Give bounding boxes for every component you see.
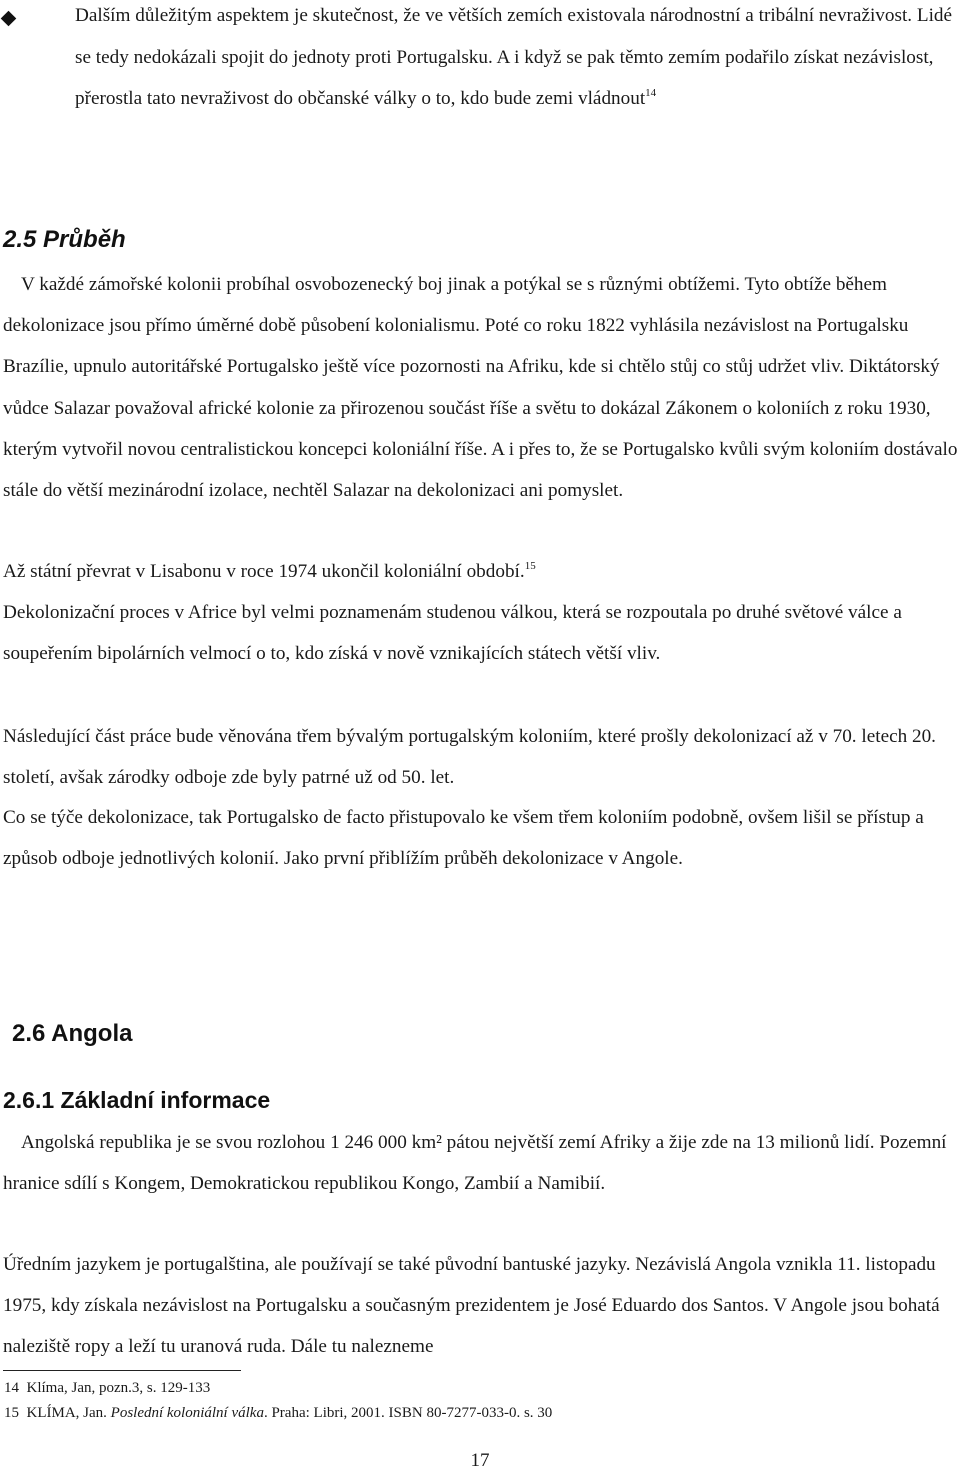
footnote-15	[4, 1401, 954, 1426]
footnote-14-number: 14	[4, 1380, 19, 1396]
diamond-bullet-icon	[1, 11, 17, 27]
section-2-5-paragraph-5: Co se týče dekolonizace, tak Portugalsko de facto přistupovalo ke všem třem koloniím podobně, ovšem lišil se přístup a způsob odboje jednotlivých kolonií. Jako první přiblížím průběh dekolonizace v Angole.	[3, 807, 924, 870]
section-2-6-1-paragraph-2: Úředním jazykem je portugalština, ale používají se také původní bantuské jazyky. Nezávislá Angola vznikla 11. listopadu 1975, kdy získala nezávislost na Portugalsku a současným prezidentem je José Eduardo dos Santos. V Angole jsou bohatá naleziště ropy a leží tu uranová ruda. Dále tu nalezneme	[3, 1254, 940, 1358]
section-2-5-paragraph-1	[3, 264, 958, 511]
section-2-6-1-paragraph-1	[3, 1122, 958, 1204]
section-2-5-paragraph-3: Dekolonizační proces v Africe byl velmi poznamenám studenou válkou, která se rozpoutala po druhé světové válce a soupeřením bipolárních velmocí o to, kdo získá v nově vznikajících státech větší vliv.	[3, 602, 902, 665]
footnote-15-title: Poslední koloniální válka	[110, 1405, 264, 1421]
footnotes	[4, 1376, 954, 1426]
section-2-5-p1-text: V každé zámořské kolonii probíhal osvobozenecký boj jinak a potýkal se s různými obtížemi. Tyto obtíže během dekolonizace jsou přímo úměrné době působení kolonialismu. Poté co roku 1822 vyhlásila nezávislost na Portugalsku Brazílie, upnulo autoritářské Portugalsko ještě více pozornosti na Afriku, kde si chtělo stůj co stůj udržet vliv. Diktátorský vůdce Salazar považoval africké kolonie za přirozenou součást říše a světu to dokázal Zákonem o koloniích z roku 1930, kterým vytvořil novou centralistickou koncepci koloniální říše. A i přes to, že se Portugalsko kvůli svým koloniím dostávalo stále do větší mezinárodní izolace, nechtěl Salazar na dekolonizaci ani pomyslet.	[3, 274, 958, 502]
section-heading-2-5: 2.5 Průběh	[3, 226, 126, 253]
section-2-5-paragraph-2	[3, 551, 958, 592]
footnote-separator	[3, 1370, 241, 1371]
footnote-14	[4, 1376, 954, 1401]
footnote-14-text: Klíma, Jan, pozn.3, s. 129-133	[26, 1380, 211, 1396]
section-2-5-p2-text: Až státní převrat v Lisabonu v roce 1974 ukončil koloniální období.	[3, 561, 525, 582]
footnote-ref-15[interactable]: 15	[524, 560, 536, 572]
section-2-5-paragraph-4: Následující část práce bude věnována třem bývalým portugalským koloniím, které prošly dekolonizací až v 70. letech 20. století, avšak zárodky odboje zde byly patrné už od 50. let.	[3, 726, 936, 789]
footnote-15-publication: . Praha: Libri, 2001. ISBN 80-7277-033-0. s. 30	[263, 1405, 553, 1421]
bullet-paragraph-text: Dalším důležitým aspektem je skutečnost, že ve větších zemích existovala národnostní a tribální nevraživost. Lidé se tedy nedokázali spojit do jednoty proti Portugalsku. A i když se pak těmto zemím podařilo získat nezávislost, přerostla tato nevraživost do občanské války o to, kdo bude zemi vládnout	[75, 5, 953, 110]
section-heading-2-6: 2.6 Angola	[12, 1020, 133, 1047]
footnote-15-number: 15	[4, 1405, 19, 1421]
footnote-ref-14[interactable]: 14	[645, 87, 657, 100]
section-2-6-1-p1-text: Angolská republika je se svou rozlohou 1 246 000 km² pátou největší zemí Afriky a žije zde na 13 milionů lidí. Pozemní hranice sdílí s Kongem, Demokratickou republikou Kongo, Zambií a Namibií.	[3, 1132, 947, 1195]
footnote-15-author: KLÍMA, Jan.	[26, 1405, 107, 1421]
bullet-paragraph	[75, 0, 960, 120]
page-number: 17	[470, 1450, 490, 1471]
subsection-heading-2-6-1: 2.6.1 Základní informace	[3, 1087, 271, 1113]
